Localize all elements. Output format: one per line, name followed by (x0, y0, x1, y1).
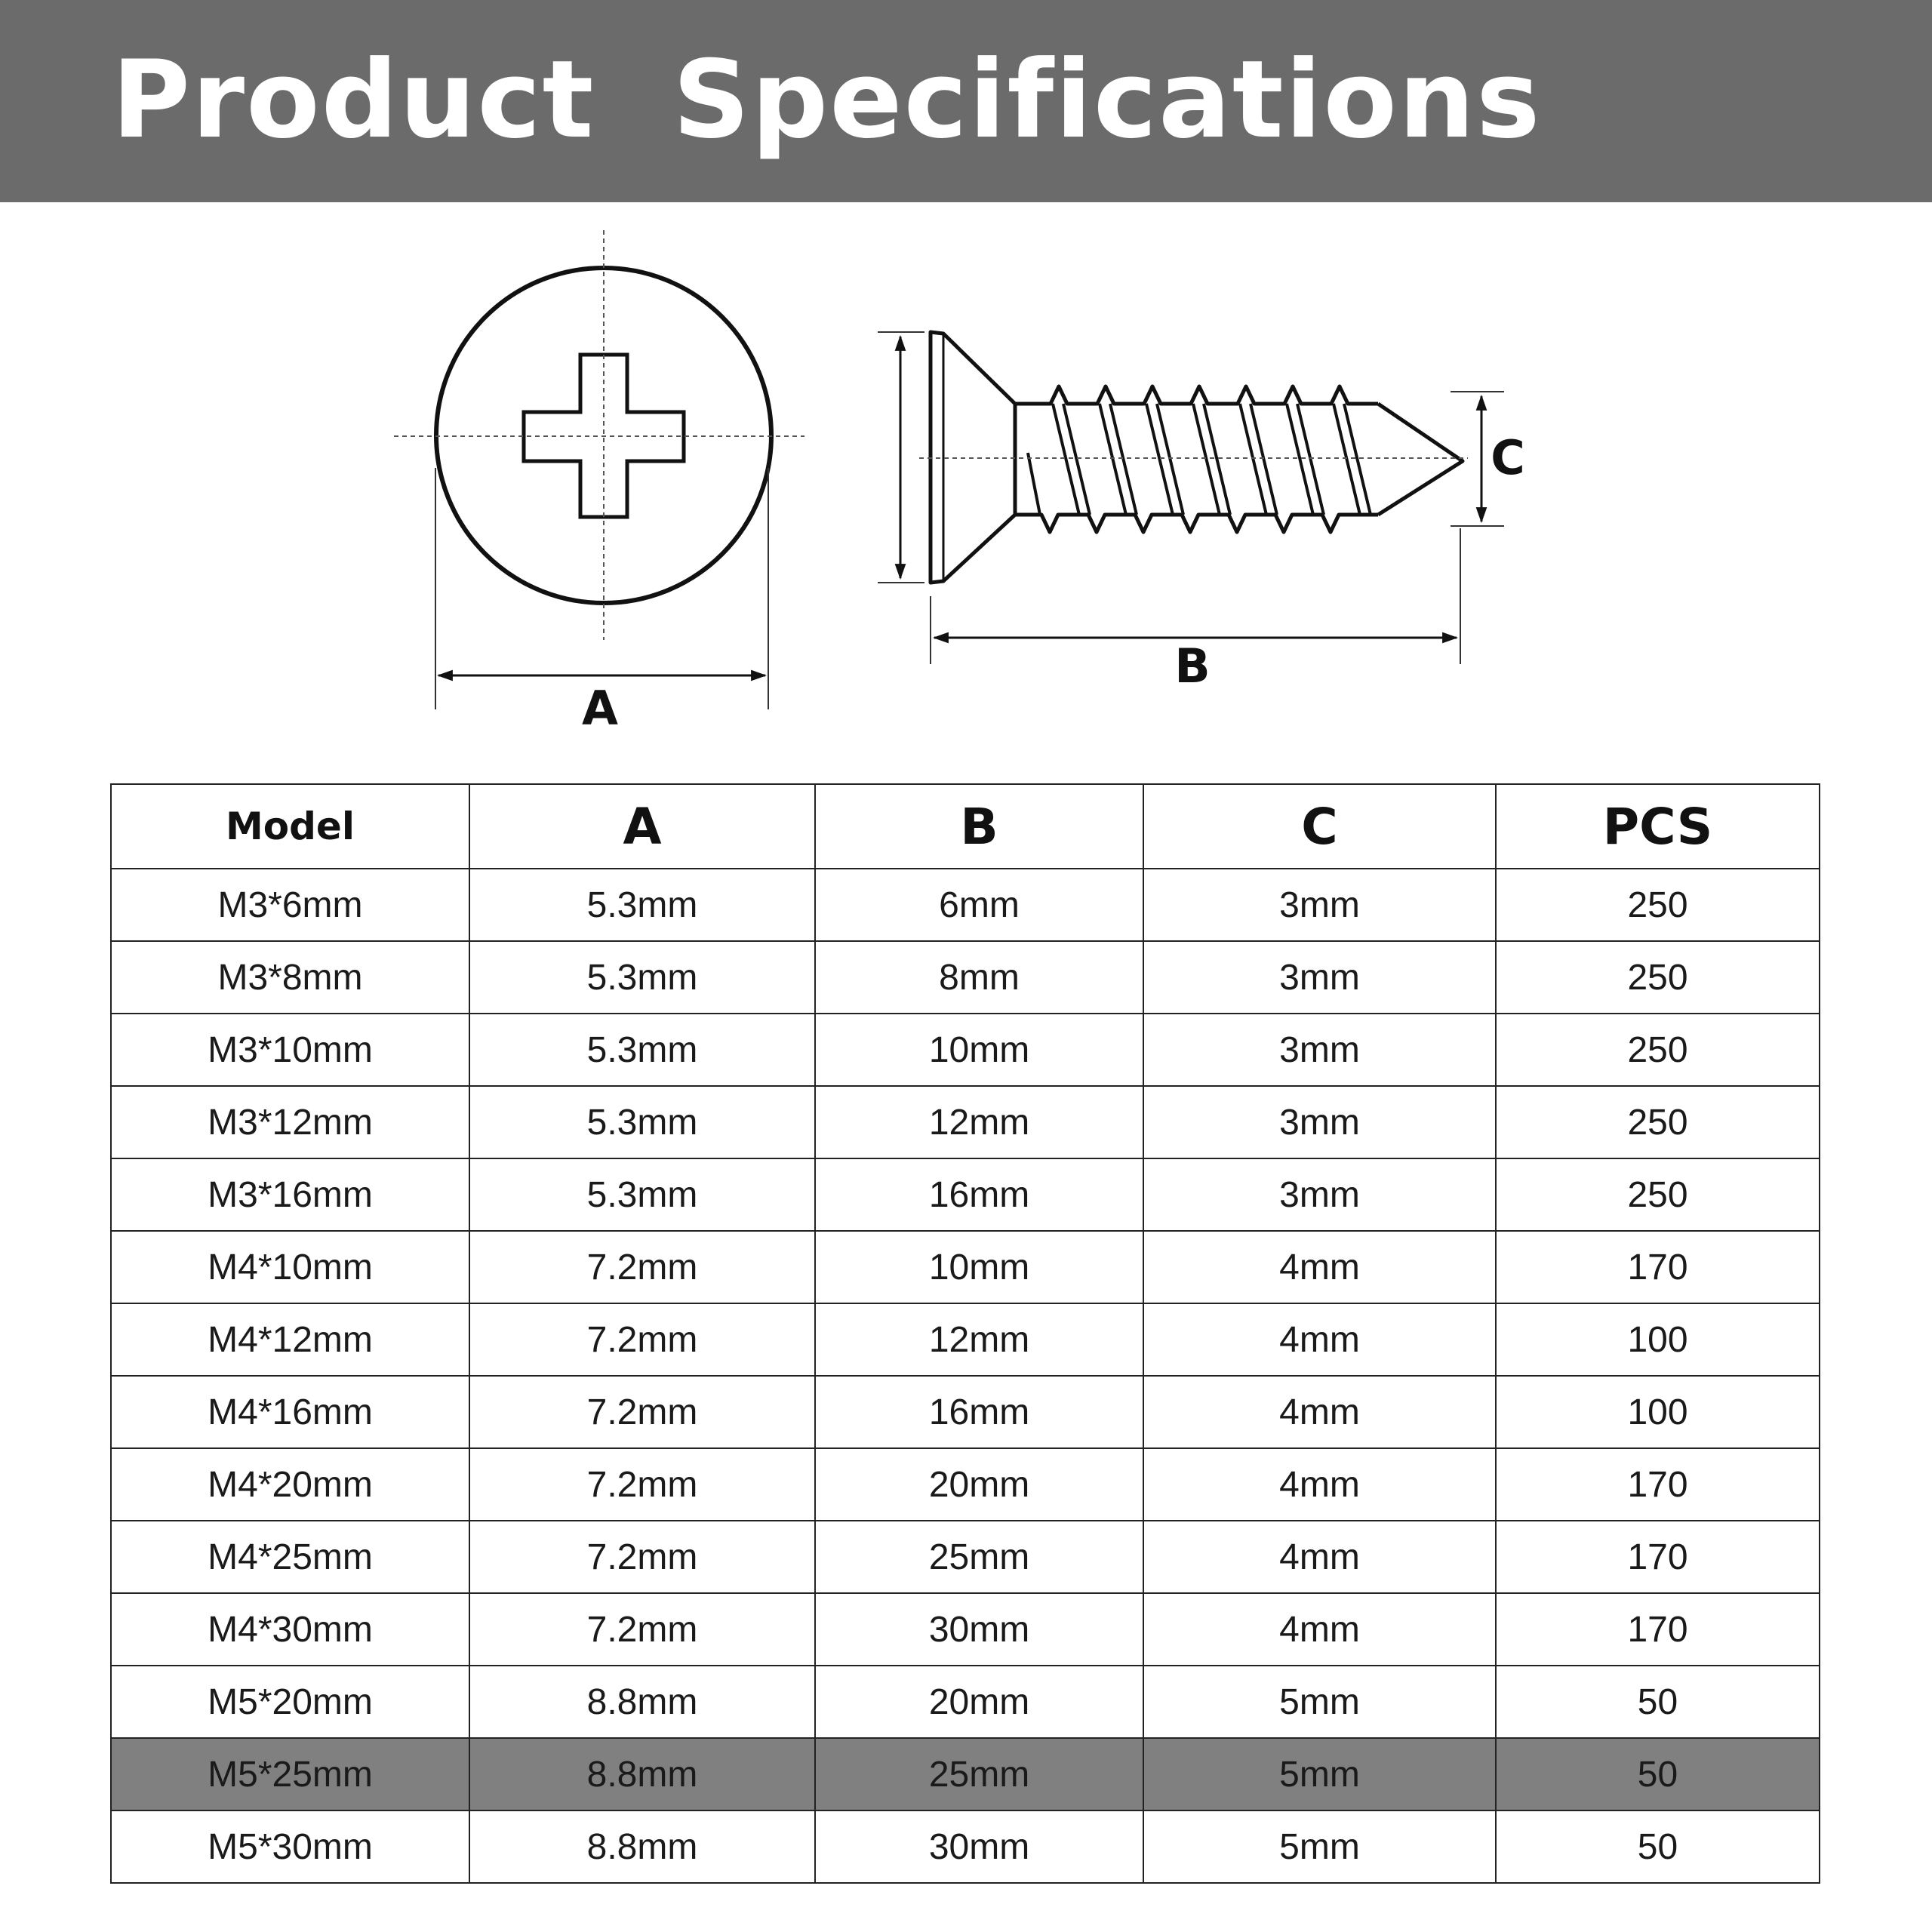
cell-model: M4*12mm (111, 1303, 469, 1376)
header-a: A (469, 784, 815, 869)
page-title: Product Specifications (112, 38, 1542, 162)
cell-b: 20mm (815, 1666, 1143, 1738)
cell-a: 8.8mm (469, 1666, 815, 1738)
cell-b: 30mm (815, 1810, 1143, 1883)
cell-a: 5.3mm (469, 1158, 815, 1231)
cell-b: 25mm (815, 1738, 1143, 1810)
cell-c: 4mm (1143, 1303, 1496, 1376)
header-model: Model (111, 784, 469, 869)
cell-pcs: 170 (1496, 1521, 1820, 1593)
cell-a: 5.3mm (469, 869, 815, 941)
cell-c: 5mm (1143, 1810, 1496, 1883)
table-row (111, 1231, 1820, 1303)
cell-a: 5.3mm (469, 1014, 815, 1086)
cell-pcs: 50 (1496, 1738, 1820, 1810)
spec-table (110, 783, 1820, 1884)
cell-pcs: 170 (1496, 1231, 1820, 1303)
table-row (111, 1303, 1820, 1376)
table-row (111, 1014, 1820, 1086)
cell-model: M4*16mm (111, 1376, 469, 1448)
cell-model: M5*20mm (111, 1666, 469, 1738)
cell-b: 12mm (815, 1303, 1143, 1376)
table-row (111, 1810, 1820, 1883)
table-row (111, 1158, 1820, 1231)
cell-c: 4mm (1143, 1521, 1496, 1593)
cell-a: 8.8mm (469, 1810, 815, 1883)
cell-model: M3*10mm (111, 1014, 469, 1086)
table-row (111, 1666, 1820, 1738)
cell-b: 16mm (815, 1158, 1143, 1231)
cell-c: 3mm (1143, 869, 1496, 941)
cell-a: 7.2mm (469, 1521, 815, 1593)
header-b: B (815, 784, 1143, 869)
cell-pcs: 250 (1496, 1086, 1820, 1158)
cell-model: M3*6mm (111, 869, 469, 941)
cell-model: M5*25mm (111, 1738, 469, 1810)
cell-pcs: 50 (1496, 1666, 1820, 1738)
table-row (111, 869, 1820, 941)
cell-b: 8mm (815, 941, 1143, 1014)
cell-c: 4mm (1143, 1231, 1496, 1303)
cell-model: M4*30mm (111, 1593, 469, 1666)
table-row (111, 1448, 1820, 1521)
cell-a: 7.2mm (469, 1231, 815, 1303)
cell-model: M3*8mm (111, 941, 469, 1014)
table-row (111, 1086, 1820, 1158)
cell-pcs: 250 (1496, 941, 1820, 1014)
cell-c: 5mm (1143, 1666, 1496, 1738)
table-header-row (111, 784, 1820, 869)
cell-c: 5mm (1143, 1738, 1496, 1810)
table-row (111, 941, 1820, 1014)
cell-pcs: 250 (1496, 1014, 1820, 1086)
cell-model: M3*16mm (111, 1158, 469, 1231)
screw-head-top-view-icon (394, 230, 804, 736)
cell-model: M4*25mm (111, 1521, 469, 1593)
cell-b: 25mm (815, 1521, 1143, 1593)
dimension-label-a: A (582, 681, 618, 736)
cell-a: 7.2mm (469, 1448, 815, 1521)
spec-table-body (111, 869, 1820, 1883)
cell-c: 3mm (1143, 1014, 1496, 1086)
header-c: C (1143, 784, 1496, 869)
cell-a: 5.3mm (469, 941, 815, 1014)
cell-pcs: 100 (1496, 1303, 1820, 1376)
cell-pcs: 170 (1496, 1448, 1820, 1521)
cell-pcs: 250 (1496, 1158, 1820, 1231)
header-pcs: PCS (1496, 784, 1820, 869)
dimension-label-c: C (1491, 430, 1525, 485)
cell-b: 10mm (815, 1014, 1143, 1086)
cell-pcs: 100 (1496, 1376, 1820, 1448)
cell-model: M5*30mm (111, 1810, 469, 1883)
cell-b: 10mm (815, 1231, 1143, 1303)
table-row (111, 1593, 1820, 1666)
cell-model: M4*20mm (111, 1448, 469, 1521)
cell-c: 4mm (1143, 1593, 1496, 1666)
cell-model: M4*10mm (111, 1231, 469, 1303)
cell-c: 3mm (1143, 1158, 1496, 1231)
cell-pcs: 50 (1496, 1810, 1820, 1883)
cell-a: 7.2mm (469, 1376, 815, 1448)
cell-model: M3*12mm (111, 1086, 469, 1158)
cell-b: 6mm (815, 869, 1143, 941)
table-row (111, 1376, 1820, 1448)
dimension-label-b: B (1174, 638, 1211, 694)
cell-c: 3mm (1143, 1086, 1496, 1158)
cell-pcs: 250 (1496, 869, 1820, 941)
cell-c: 4mm (1143, 1448, 1496, 1521)
cell-a: 7.2mm (469, 1303, 815, 1376)
screw-side-view-icon (878, 332, 1525, 694)
cell-b: 20mm (815, 1448, 1143, 1521)
cell-b: 12mm (815, 1086, 1143, 1158)
cell-a: 8.8mm (469, 1738, 815, 1810)
screw-dimension-diagram (0, 202, 1932, 776)
cell-pcs: 170 (1496, 1593, 1820, 1666)
cell-b: 16mm (815, 1376, 1143, 1448)
table-row (111, 1738, 1820, 1810)
table-row (111, 1521, 1820, 1593)
cell-c: 4mm (1143, 1376, 1496, 1448)
cell-c: 3mm (1143, 941, 1496, 1014)
cell-a: 5.3mm (469, 1086, 815, 1158)
cell-b: 30mm (815, 1593, 1143, 1666)
cell-a: 7.2mm (469, 1593, 815, 1666)
header-banner (0, 0, 1932, 202)
